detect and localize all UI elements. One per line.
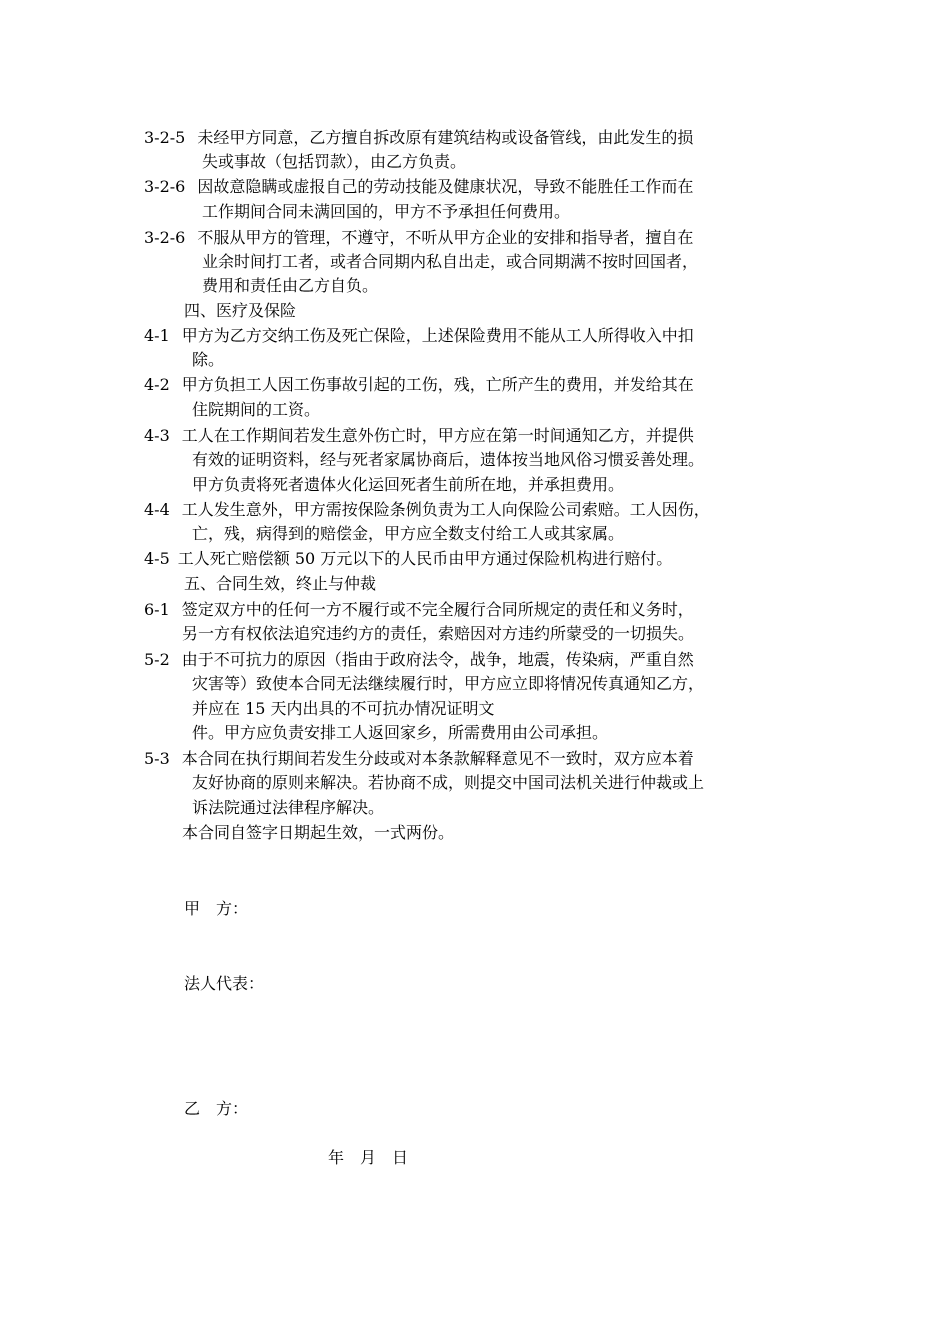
clause-5-3-line3: 诉法院通过法律程序解决。 <box>192 798 385 817</box>
party-a-signature-label: 甲 方： <box>184 899 249 918</box>
clause-text: 由于不可抗力的原因（指由于政府法令，战争，地震，传染病，严重自然 <box>181 650 694 669</box>
clause-4-3-line1 <box>144 424 694 448</box>
clause-number: 5-3 <box>144 749 170 768</box>
clause-3-2-6b-line2: 业余时间打工者，或者合同期内私自出走，或合同期满不按时回国者， <box>202 252 699 271</box>
clause-number: 4-2 <box>144 375 170 394</box>
clause-4-4-line2: 亡，残，病得到的赔偿金，甲方应全数支付给工人或其家属。 <box>192 524 625 543</box>
section-heading-effectiveness-arbitration: 五、合同生效，终止与仲裁 <box>184 574 377 593</box>
clause-5-2-line1 <box>144 648 694 672</box>
effective-statement: 本合同自签字日期起生效，一式两份。 <box>182 823 455 842</box>
clause-6-1-line2: 另一方有权依法追究违约方的责任，索赔因对方违约所蒙受的一切损失。 <box>182 624 695 643</box>
clause-number: 3-2-5 <box>144 128 186 147</box>
clause-6-1-line1 <box>144 598 694 622</box>
clause-text: 因故意隐瞒或虚报自己的劳动技能及健康状况，导致不能胜任工作而在 <box>197 177 694 196</box>
clause-5-2-line3: 并应在 15 天内出具的不可抗办情况证明文 <box>192 699 495 718</box>
clause-text: 甲方为乙方交纳工伤及死亡保险，上述保险费用不能从工人所得收入中扣 <box>181 326 694 345</box>
clause-text: 甲方负担工人因工伤事故引起的工伤，残，亡所产生的费用，并发给其在 <box>181 375 694 394</box>
party-b-signature-label: 乙 方： <box>184 1099 249 1118</box>
clause-5-2-line2: 灾害等）致使本合同无法继续履行时，甲方应立即将情况传真通知乙方， <box>192 674 705 693</box>
clause-5-3-line2: 友好协商的原则来解决。若协商不成，则提交中国司法机关进行仲裁或上 <box>192 773 705 792</box>
clause-text: 工人在工作期间若发生意外伤亡时，甲方应在第一时间通知乙方，并提供 <box>181 426 694 445</box>
clause-number: 4-3 <box>144 426 170 445</box>
clause-5-2-line4: 件。甲方应负责安排工人返回家乡，所需费用由公司承担。 <box>192 723 609 742</box>
clause-3-2-6a-line1 <box>144 175 693 199</box>
clause-text: 本合同在执行期间若发生分歧或对本条款解释意见不一致时，双方应本着 <box>181 749 694 768</box>
clause-number: 4-1 <box>144 326 170 345</box>
clause-5-3-line1 <box>144 747 694 771</box>
clause-4-1-line2: 除。 <box>192 350 225 369</box>
clause-4-3-line3: 甲方负责将死者遗体火化运回死者生前所在地，并承担费用。 <box>192 475 625 494</box>
clause-3-2-5-line1 <box>144 126 693 150</box>
clause-number: 5-2 <box>144 650 170 669</box>
clause-4-2-line2: 住院期间的工资。 <box>192 400 321 419</box>
clause-text: 不服从甲方的管理，不遵守，不听从甲方企业的安排和指导者，擅自在 <box>197 228 694 247</box>
section-heading-medical-insurance: 四、医疗及保险 <box>184 301 297 320</box>
clause-4-2-line1 <box>144 373 694 397</box>
clause-text: 工人死亡赔偿额 50 万元以下的人民币由甲方通过保险机构进行赔付。 <box>177 549 673 568</box>
clause-3-2-6b-line1 <box>144 226 693 250</box>
clause-number: 3-2-6 <box>144 228 186 247</box>
clause-text: 未经甲方同意，乙方擅自拆改原有建筑结构或设备管线，由此发生的损 <box>197 128 694 147</box>
clause-3-2-6b-line3: 费用和责任由乙方自负。 <box>202 276 379 295</box>
clause-number: 3-2-6 <box>144 177 186 196</box>
clause-text: 工人发生意外，甲方需按保险条例负责为工人向保险公司索赔。工人因伤， <box>181 500 710 519</box>
clause-3-2-5-line2: 失或事故（包括罚款），由乙方负责。 <box>202 152 467 171</box>
clause-number: 4-4 <box>144 500 170 519</box>
clause-4-5-line1 <box>144 547 672 571</box>
clause-number: 6-1 <box>144 600 170 619</box>
clause-4-3-line2: 有效的证明资料，经与死者家属协商后，遗体按当地风俗习惯妥善处理。 <box>192 450 705 469</box>
clause-4-1-line1 <box>144 324 694 348</box>
clause-4-4-line1 <box>144 498 710 522</box>
legal-representative-label: 法人代表： <box>184 974 265 993</box>
clause-text: 签定双方中的任何一方不履行或不完全履行合同所规定的责任和义务时， <box>181 600 694 619</box>
clause-3-2-6a-line2: 工作期间合同未满回国的，甲方不予承担任何费用。 <box>202 202 571 221</box>
signature-date: 年 月 日 <box>328 1148 409 1167</box>
clause-number: 4-5 <box>144 549 170 568</box>
